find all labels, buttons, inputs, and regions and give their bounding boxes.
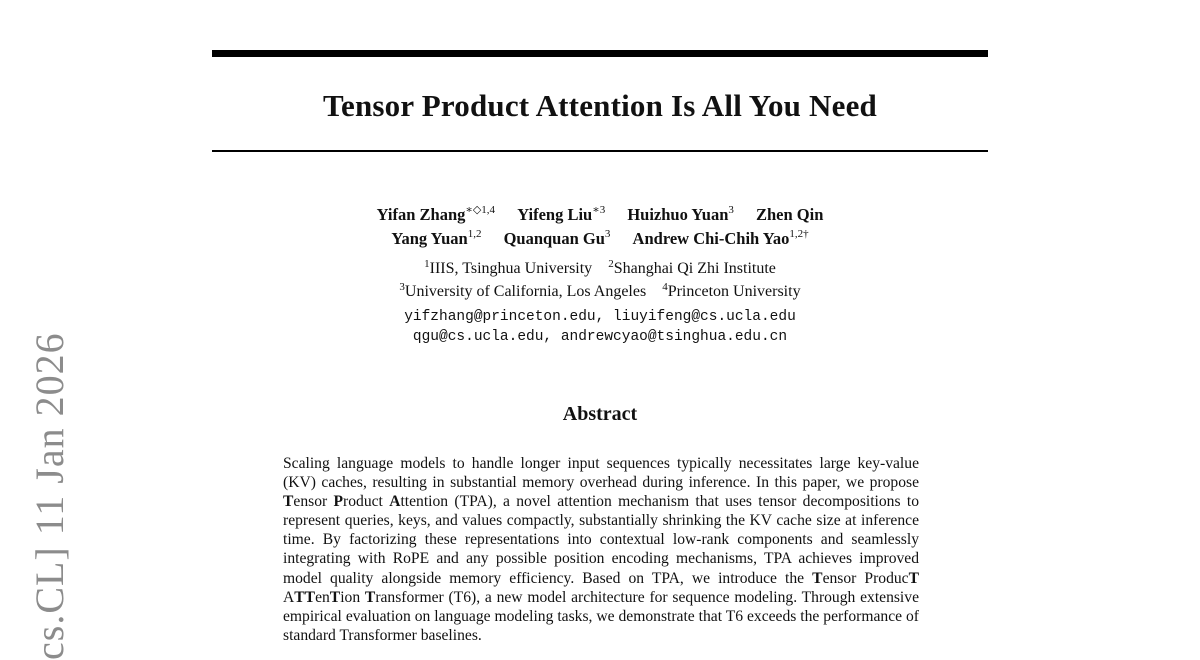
affiliation: $^1$IIIS, Tsinghua University: [424, 258, 593, 277]
author: Yifan Zhang$^{∗◇1,4}$: [376, 204, 496, 224]
author: Andrew Chi-Chih Yao$^{1,2\dagger}$: [632, 228, 809, 248]
arxiv-side-label: cs.CL] 11 Jan 2026: [27, 332, 72, 660]
author-list: [212, 203, 988, 251]
affiliation: $^4$Princeton University: [662, 281, 801, 300]
email-line: yifzhang@princeton.edu, liuyifeng@cs.ucla.edu: [404, 309, 796, 325]
email-list: [212, 307, 988, 347]
title-rule: [212, 150, 988, 152]
author: Huizhuo Yuan$^3$: [627, 204, 734, 224]
author-line-2: [212, 227, 988, 251]
affiliation-list: [212, 257, 988, 303]
abstract-body: [283, 454, 919, 645]
author: Quanquan Gu$^3$: [503, 228, 611, 248]
affiliation: $^2$Shanghai Qi Zhi Institute: [608, 258, 776, 277]
author: Yang Yuan$^{1,2}$: [391, 228, 482, 248]
top-rule: [212, 50, 988, 57]
abstract-heading: Abstract: [562, 403, 638, 425]
abstract-paragraph: Scaling language models to handle longer input sequences typically necessitates large key-value (KV) caches, resulting in substantial memory overhead during inference. In this paper, we propose Tensor Product Attention (TPA), a novel attention mechanism that uses tensor decompositions to represent queries, keys, and values compactly, substantially shrinking the KV cache size at inference time. By factorizing these representations into contextual low-rank components and seamlessly integrating with RoPE and any possible position encoding mechanisms, TPA achieves improved model quality alongside memory efficiency. Based on TPA, we introduce the Tensor ProducT ATTenTion Transformer (T6), a new model architecture for sequence modeling. Through extensive empirical evaluation on language modeling tasks, we demonstrate that T6 exceeds the performance of standard Transformer baselines.: [283, 455, 919, 644]
paper-title: Tensor Product Attention Is All You Need: [322, 88, 877, 123]
author: Yifeng Liu$^{∗3}$: [517, 204, 606, 224]
affiliation: $^3$University of California, Los Angeles: [399, 281, 647, 300]
author: Zhen Qin: [756, 205, 824, 224]
email-line: qgu@cs.ucla.edu, andrewcyao@tsinghua.edu.cn: [412, 329, 788, 345]
author-line-1: [212, 203, 988, 227]
